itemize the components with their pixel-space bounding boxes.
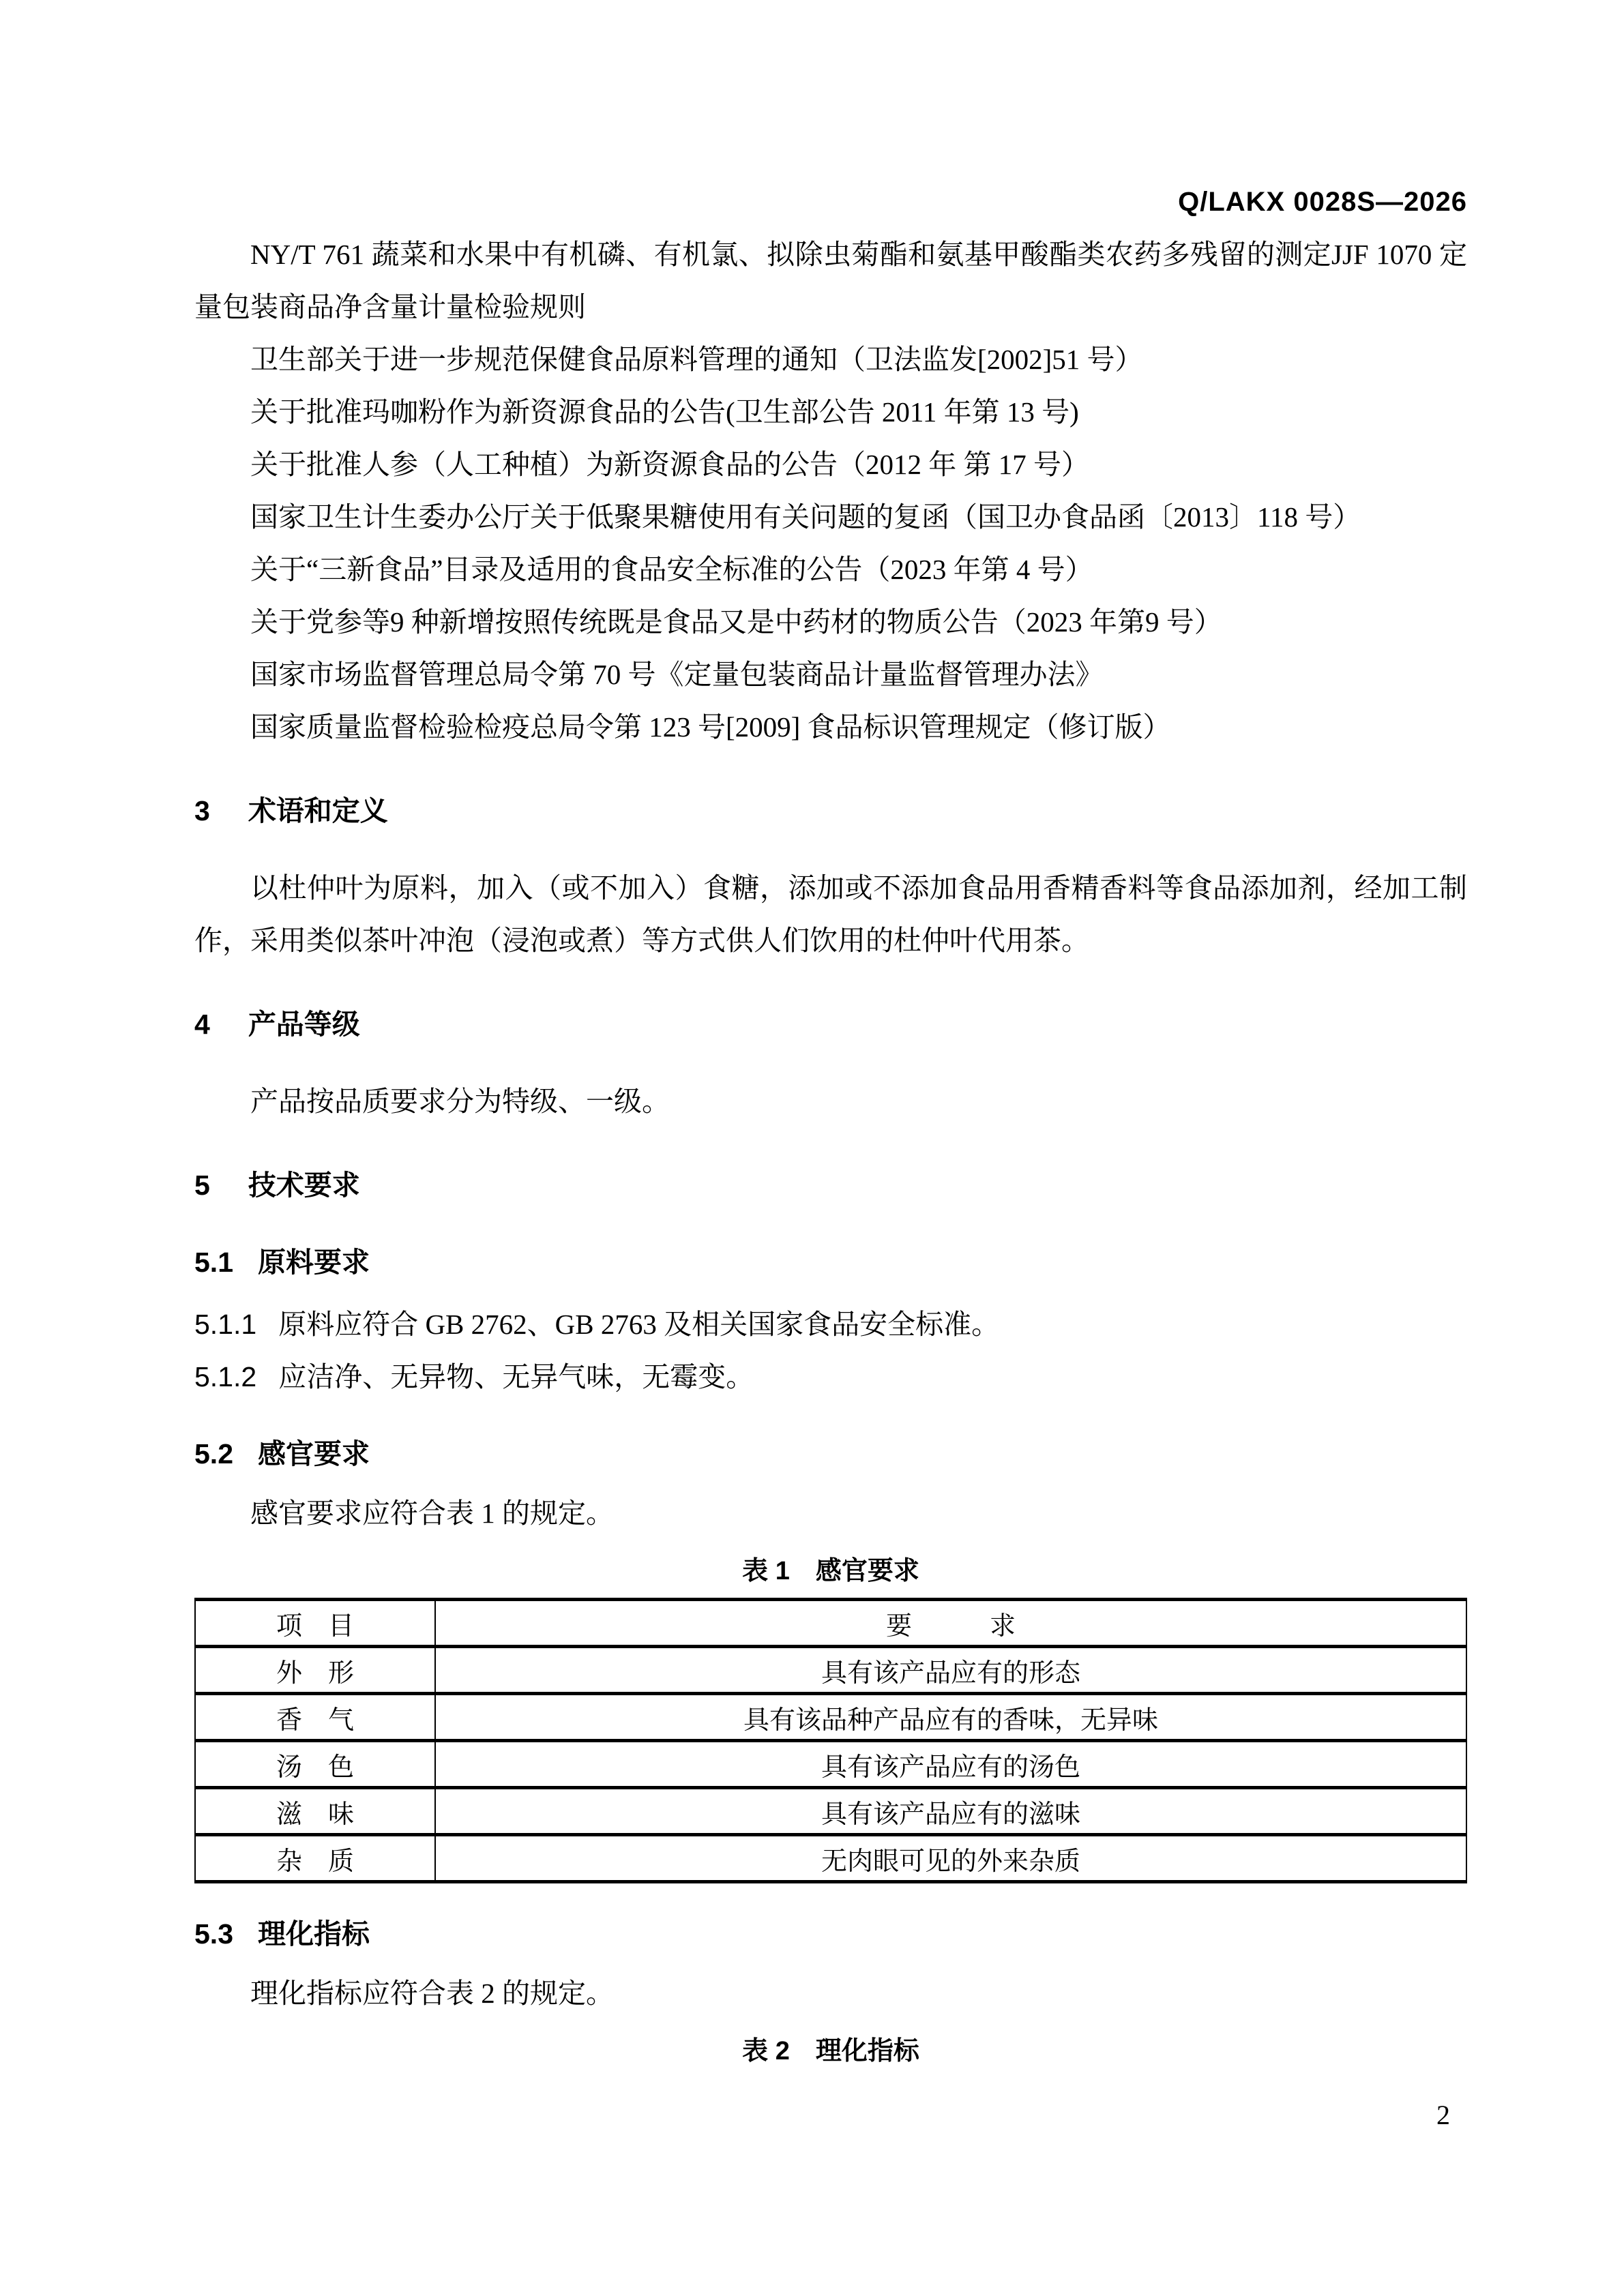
reference-item: 国家卫生计生委办公厅关于低聚果糖使用有关问题的复函（国卫办食品函〔2013〕118 号）: [250, 501, 1361, 533]
references-list: [194, 333, 1467, 754]
section-title: 术语和定义: [248, 795, 388, 826]
clause-text: 应洁净、无异物、无异气味，无霉变。: [278, 1361, 754, 1392]
table-cell: 杂 质: [195, 1835, 435, 1882]
table-header-cell: 项 目: [195, 1600, 435, 1647]
reference-item: 关于批准玛咖粉作为新资源食品的公告(卫生部公告 2011 年第 13 号): [250, 396, 1079, 428]
reference-item: 关于“三新食品”目录及适用的食品安全标准的公告（2023 年第 4 号）: [250, 554, 1093, 585]
table-cell: 具有该产品应有的汤色: [435, 1741, 1466, 1788]
clause-text: 原料应符合 GB 2762、GB 2763 及相关国家食品安全标准。: [278, 1309, 1000, 1340]
reference-item: 国家市场监督管理总局令第 70 号《定量包装商品计量监督管理办法》: [250, 659, 1104, 690]
doc-code: Q/LAKX 0028S—2026: [1178, 187, 1467, 217]
section-5-2-heading: [194, 1428, 1467, 1480]
section-title: 感官要求: [258, 1438, 370, 1470]
table-row: [195, 1835, 1466, 1882]
table-1-lead: 感官要求应符合表 1 的规定。: [250, 1497, 614, 1529]
table-cell: 具有该品种产品应有的香味，无异味: [435, 1694, 1466, 1741]
reference-item-wrapped: NY/T 761 蔬菜和水果中有机磷、有机氯、拟除虫菊酯和氨基甲酸酯类农药多残留的测定JJF 1070 定量包装商品净含量计量检验规则: [194, 239, 1467, 323]
section-number: 5.3: [194, 1918, 233, 1950]
reference-item: 关于党参等9 种新增按照传统既是食品又是中药材的物质公告（2023 年第9 号）: [250, 606, 1222, 638]
table-cell: 滋 味: [195, 1788, 435, 1835]
table-row: [195, 1647, 1466, 1694]
section-4-paragraph: 产品按品质要求分为特级、一级。: [250, 1086, 670, 1117]
clause-number: 5.1.2: [194, 1361, 257, 1392]
section-number: 4: [194, 1009, 210, 1040]
section-4-heading: [194, 998, 1467, 1051]
table-2-caption: 表 2 理化指标: [742, 2037, 919, 2066]
table-cell: 香 气: [195, 1694, 435, 1741]
table-header-row: [195, 1600, 1466, 1647]
section-number: 5.1: [194, 1247, 233, 1278]
table-header-cell: 要 求: [435, 1600, 1466, 1647]
table-1-caption: 表 1 感官要求: [742, 1557, 919, 1585]
page-number: 2: [1436, 2100, 1450, 2130]
sensory-requirements-table: [194, 1598, 1467, 1883]
section-number: 3: [194, 795, 210, 826]
page-content: [194, 176, 1467, 2078]
reference-item: 国家质量监督检验检疫总局令第 123 号[2009] 食品标识管理规定（修订版）: [250, 711, 1171, 743]
section-title: 技术要求: [248, 1169, 360, 1201]
section-5-3-heading: [194, 1908, 1467, 1960]
reference-item: 关于批准人参（人工种植）为新资源食品的公告（2012 年 第 17 号）: [250, 449, 1089, 480]
section-3-heading: [194, 785, 1467, 837]
section-number: 5: [194, 1169, 210, 1201]
table-row: [195, 1788, 1466, 1835]
table-row: [195, 1741, 1466, 1788]
section-title: 理化指标: [258, 1918, 370, 1950]
clause-number: 5.1.1: [194, 1309, 257, 1340]
table-cell: 具有该产品应有的滋味: [435, 1788, 1466, 1835]
table-cell: 外 形: [195, 1647, 435, 1694]
reference-item: 卫生部关于进一步规范保健食品原料管理的通知（卫法监发[2002]51 号）: [250, 344, 1143, 375]
table-cell: 汤 色: [195, 1741, 435, 1788]
clause-5-1-1: [194, 1298, 1467, 1351]
clause-5-1-2: [194, 1351, 1467, 1403]
table-cell: 无肉眼可见的外来杂质: [435, 1835, 1466, 1882]
table-2-lead: 理化指标应符合表 2 的规定。: [250, 1978, 614, 2009]
table-cell: 具有该产品应有的形态: [435, 1647, 1466, 1694]
section-5-1-heading: [194, 1236, 1467, 1289]
table-row: [195, 1694, 1466, 1741]
section-title: 原料要求: [258, 1247, 370, 1278]
section-title: 产品等级: [248, 1009, 360, 1040]
section-3-paragraph: 以杜仲叶为原料，加入（或不加入）食糖，添加或不添加食品用香精香料等食品添加剂，经加工制作，采用类似茶叶冲泡（浸泡或煮）等方式供人们饮用的杜仲叶代用茶。: [194, 872, 1467, 956]
section-5-heading: [194, 1159, 1467, 1212]
section-number: 5.2: [194, 1438, 233, 1470]
